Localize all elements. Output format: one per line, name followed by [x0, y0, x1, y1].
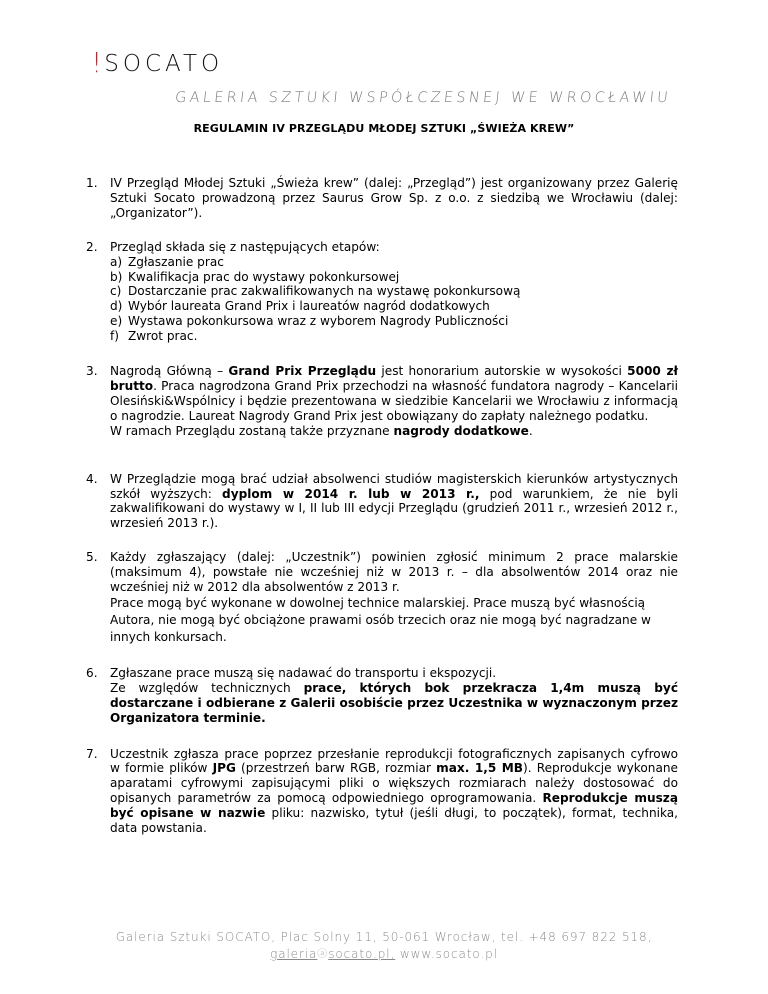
list-item: [86, 550, 678, 646]
footer-contact: [0, 946, 768, 963]
list-item: [86, 364, 678, 439]
item-number: 1.: [86, 176, 98, 190]
item-text: Zgłaszane prace muszą się nadawać do transportu i ekspozycji.: [110, 665, 497, 680]
logo-text: SOCATO: [104, 51, 224, 77]
sub-item: e) Wystawa pokonkursowa wraz z wyborem Nagrody Publiczności: [110, 314, 509, 329]
list-item: [86, 472, 678, 532]
socato-logo: [91, 44, 223, 78]
page-footer: [0, 929, 768, 963]
item-number: 6.: [86, 665, 98, 680]
regulations-list: [86, 176, 678, 836]
sub-item: d) Wybór laureata Grand Prix i laureatów nagród dodatkowych: [110, 299, 490, 314]
item-text: Uczestnik zgłasza prace poprzez przesłanie reprodukcji fotograficznych zapisanych cyfrowo w formie plików JPG (przestrzeń barw RGB, rozmiar max. 1,5 MB). Reprodukcje wykonane aparatami cyfrowymi zapisującymi pliki o większych rozmiarach należy dostosować do opisanych parametrów za pomocą odpowiedniego oprogramowania. Reprodukcje muszą być opisane w nazwie pliku: nazwisko, tytuł (jeśli długi, to początek), format, technika, data powstania.: [110, 746, 679, 836]
list-item: [86, 240, 678, 344]
list-item: [86, 176, 678, 221]
at-icon: ⓐ: [317, 949, 329, 960]
item-text: Każdy zgłaszający (dalej: „Uczestnik”) powinien zgłosić minimum 2 prace malarskie (maksimum 4), powstałe nie wcześniej niż w 2013 r. – dla absolwentów 2014 oraz nie wcześniej niż w 2012 dla absolwentów z 2013 r.: [110, 550, 678, 595]
list-item: [86, 666, 678, 726]
item-text: W ramach Przeglądu zostaną także przyznane nagrody dodatkowe.: [110, 423, 533, 438]
sub-item: f) Zwrot prac.: [110, 329, 198, 344]
item-text: Prace mogą być wykonane w dowolnej technice malarskiej. Prace muszą być własnością Autora, nie mogą być obciążone prawami osób trzecich oraz nie mogą być nagradzane w innych konkursach.: [110, 595, 651, 644]
logo-mark: !: [91, 46, 103, 79]
sub-item: c) Dostarczanie prac zakwalifikowanych na wystawę pokonkursową: [110, 284, 521, 299]
item-number: 4.: [86, 471, 98, 486]
item-number: 7.: [86, 746, 98, 761]
item-text: Nagrodą Główną – Grand Prix Przeglądu jest honorarium autorskie w wysokości 5000 zł brutto. Praca nagrodzona Grand Prix przechodzi na własność fundatora nagrody – Kancelarii Olesiński&Wspólnicy i będzie prezentowana w siedzibie Kancelarii we Wrocławiu z informacją o nagrodzie. Laureat Nagrody Grand Prix jest obowiązany do zapłaty należnego podatku.: [110, 364, 678, 423]
sub-item: a) Zgłaszanie prac: [110, 254, 224, 269]
website-link[interactable]: www.socato.pl: [399, 947, 498, 961]
email-link[interactable]: galeriaⓐsocato.pl,: [270, 947, 396, 961]
item-text: Przegląd składa się z następujących etapów:: [110, 239, 380, 254]
item-text: W Przeglądzie mogą brać udział absolwenci studiów magisterskich kierunków artystycznych szkół wyższych: dyplom w 2014 r. lub w 2013 r., pod warunkiem, że nie byli zakwalifikowani do wystawy w I, II lub III edycji Przeglądu (grudzień 2011 r., wrzesień 2012 r., wrzesień 2013 r.).: [110, 471, 679, 531]
document-title: REGULAMIN IV PRZEGLĄDU MŁODEJ SZTUKI „ŚWIEŻA KREW”: [193, 122, 575, 135]
sub-item: b) Kwalifikacja prac do wystawy pokonkursowej: [110, 269, 400, 284]
list-item: [86, 747, 678, 836]
item-text: IV Przegląd Młodej Sztuki „Świeża krew” (dalej: „Przegląd”) jest organizowany przez Galerię Sztuki Socato prowadzoną przez Saurus Grow Sp. z o.o. z siedzibą we Wrocławiu (dalej: „Organizator”).: [110, 176, 678, 220]
item-number: 2.: [86, 239, 98, 254]
item-number: 5.: [86, 550, 98, 565]
gallery-name: GALERIA SZTUKI WSPÓŁCZESNEJ WE WROCŁAWIU: [174, 90, 672, 106]
item-number: 3.: [86, 364, 98, 379]
item-text: Ze względów technicznych prace, których bok przekracza 1,4m muszą być dostarczane i odbierane z Galerii osobiście przez Uczestnika w wyznaczonym przez Organizatora terminie.: [110, 680, 678, 725]
footer-address: Galeria Sztuki SOCATO, Plac Solny 11, 50-061 Wrocław, tel. +48 697 822 518,: [115, 930, 653, 944]
